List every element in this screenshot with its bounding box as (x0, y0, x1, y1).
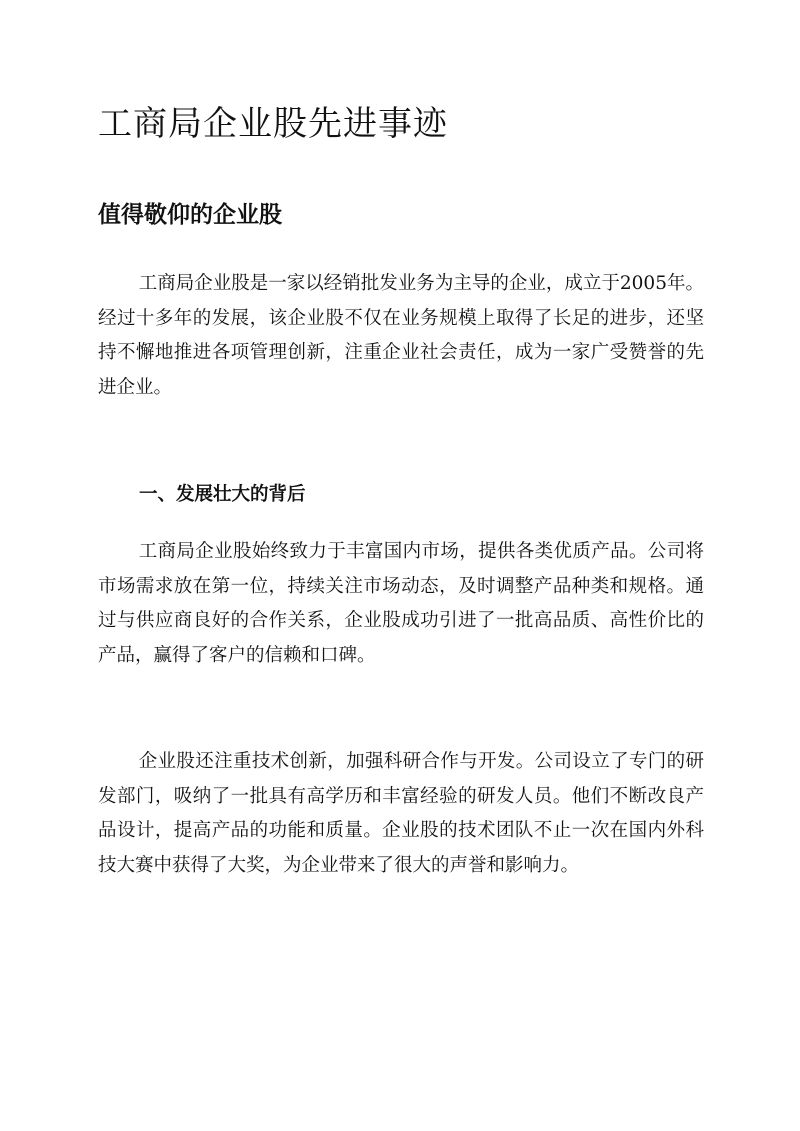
document-subtitle: 值得敬仰的企业股 (98, 201, 282, 228)
section-paragraph-innovation: 企业股还注重技术创新，加强科研合作与开发。公司设立了专门的研发部门，吸纳了一批具有高学历和丰富经验的研发人员。他们不断改良产品设计，提高产品的功能和质量。企业股的技术团队不止一次在国内外科技大赛中获得了大奖，为企业带来了很大的声誉和影响力。 (98, 751, 704, 876)
section-paragraph-market: 工商局企业股始终致力于丰富国内市场，提供各类优质产品。公司将市场需求放在第一位，持续关注市场动态，及时调整产品种类和规格。通过与供应商良好的合作关系，企业股成功引进了一批高品质、高性价比的产品，赢得了客户的信赖和口碑。 (98, 541, 704, 666)
intro-paragraph: 工商局企业股是一家以经销批发业务为主导的企业，成立于2005年。经过十多年的发展，该企业股不仅在业务规模上取得了长足的进步，还坚持不懈地推进各项管理创新，注重企业社会责任，成为一家广受赞誉的先进企业。 (98, 273, 704, 398)
document-title: 工商局企业股先进事迹 (98, 104, 448, 144)
section-heading-development: 一、发展壮大的背后 (139, 484, 306, 505)
